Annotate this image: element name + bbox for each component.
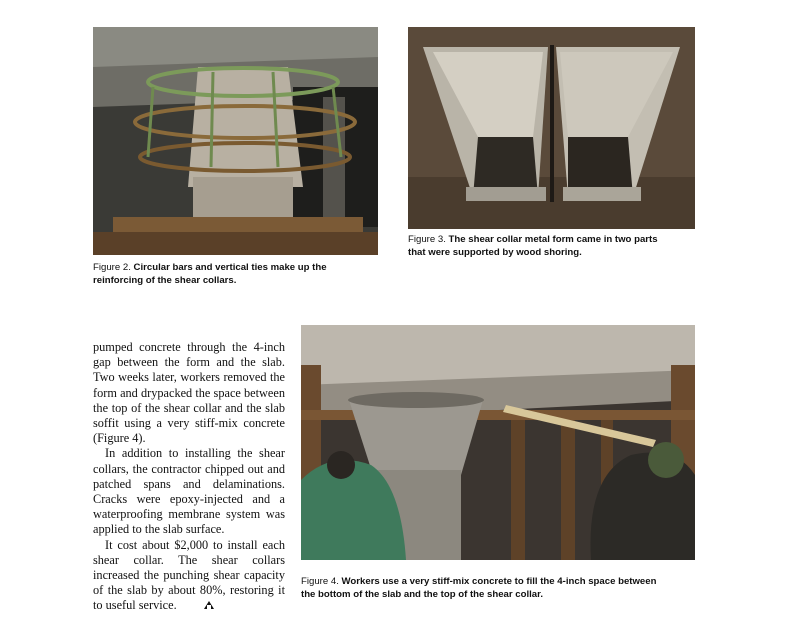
- figure-4-number: Figure 4.: [301, 576, 339, 587]
- figure-3-caption: [408, 234, 708, 259]
- article-paragraph-2: In addition to installing the shear collars, the contractor chipped out and patched spans and delaminations. Cracks were epoxy-injected and a waterproofing membrane system was applied to the slab surface.: [93, 446, 285, 537]
- figure-2-caption-line-2: reinforcing of the shear collars.: [93, 274, 237, 286]
- figure-4-caption-line-2: the bottom of the slab and the top of the shear collar.: [301, 588, 543, 600]
- article-paragraph-1: pumped concrete through the 4-inch gap between the form and the slab. Two weeks later, workers removed the form and drypacked the space between the top of the shear collar and the slab soffit using a very stiff-mix concrete (Figure 4).: [93, 340, 285, 446]
- article-paragraph-3: [93, 538, 285, 614]
- article-paragraph-3-text: It cost about $2,000 to install each shear collar. The shear collars increased the punching shear capacity of the slab by about 80%, restoring it to useful service.: [93, 537, 285, 613]
- article-body: [93, 340, 285, 614]
- figure-4-caption-line-1: Workers use a very stiff-mix concrete to fill the 4-inch space between: [341, 576, 657, 587]
- figure-3-number: Figure 3.: [408, 234, 446, 245]
- figure-4-photo: [301, 325, 695, 560]
- figure-3-caption-line-1: The shear collar metal form came in two parts: [448, 234, 658, 245]
- figure-4-caption: [301, 576, 711, 601]
- figure-2-caption-line-1: Circular bars and vertical ties make up the: [133, 262, 327, 273]
- figure-3-photo: [408, 27, 695, 229]
- figure-2-photo: [93, 27, 378, 255]
- figure-2-caption: [93, 262, 383, 287]
- figure-3-caption-line-2: that were supported by wood shoring.: [408, 246, 582, 258]
- figure-2-number: Figure 2.: [93, 262, 131, 273]
- end-of-article-mark-icon: [191, 599, 203, 609]
